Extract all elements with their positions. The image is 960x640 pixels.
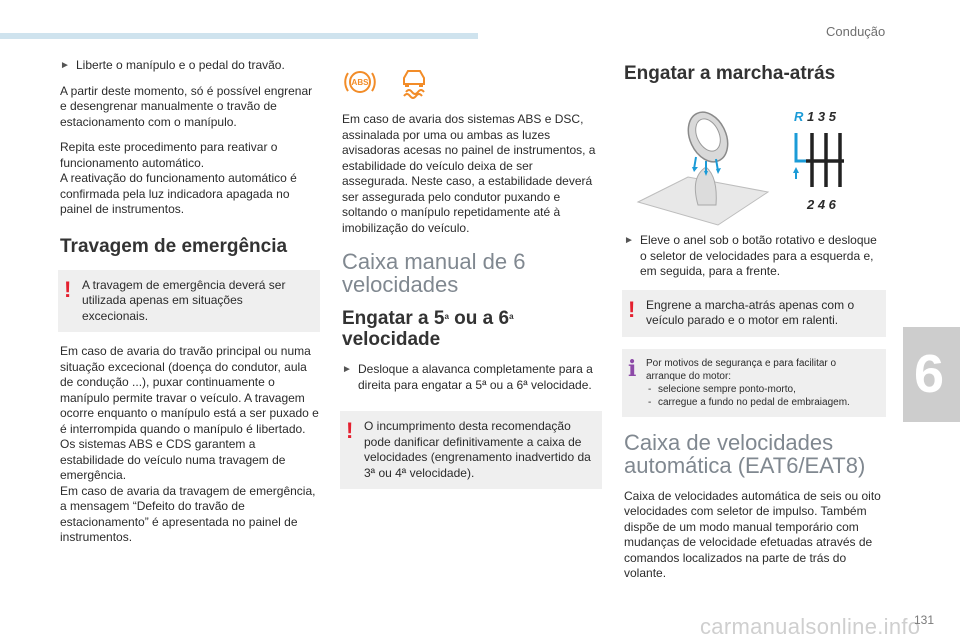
paragraph: Em caso de avaria do travão principal ou numa situação excecional (doença do condutor, aula de condução ...), puxar continuamente o manípulo permite travar o veículo. A travagem ocorre enquanto o manípulo está a ser puxado e é interrompida quando o manípulo é libertado. xyxy=(60,344,319,436)
bullet-text: Eleve o anel sob o botão rotativo e desloque o seletor de velocidades para a esquerda e, em seguida, para a frente. xyxy=(640,233,877,278)
warning-note xyxy=(340,411,602,489)
section-heading: Travagem de emergência xyxy=(60,235,288,257)
warning-text: Engrene a marcha-atrás apenas com o veículo parado e o motor em ralenti. xyxy=(646,297,855,327)
list-item xyxy=(624,233,886,280)
paragraph: Repita este procedimento para reativar o funcionamento automático. xyxy=(60,140,278,170)
page-number: 131 xyxy=(914,613,935,627)
info-icon: i xyxy=(628,355,637,382)
arrow-bullet-icon: ► xyxy=(624,235,634,246)
section-title: Caixa de velocidades automática (EAT6/EAT8) xyxy=(624,429,866,478)
chapter-tab: 6 xyxy=(903,327,960,422)
info-title: Por motivos de segurança e para facilitar o arranque do motor: xyxy=(646,357,837,382)
abs-label: ABS xyxy=(351,78,369,87)
warning-icon: ! xyxy=(628,296,636,322)
column-3 xyxy=(624,55,886,592)
warning-icon: ! xyxy=(64,276,72,302)
warning-text: A travagem de emergência deverá ser utilizada apenas em situações excecionais. xyxy=(82,277,286,323)
paragraph: Em caso de avaria da travagem de emergência, a mensagem “Defeito do travão de estacionamento” é apresentada no painel de instrumentos. xyxy=(60,483,316,544)
column-1 xyxy=(60,58,320,556)
info-note xyxy=(622,349,886,417)
list-item: - carregue a fundo no pedal de embraiagem. xyxy=(648,396,850,408)
paragraph: A partir deste momento, só é possível engrenar e desengrenar manualmente o travão de estacionamento com o manípulo. xyxy=(60,83,313,129)
paragraph: Caixa de velocidades automática de seis ou oito velocidades com seletor de impulso. Também dispõe de um modo manual temporário com mudanças de velocidade efetuadas através de comandos localizados na parte de trás do volante. xyxy=(624,488,881,580)
subsection-heading: Engatar a 5$^a$ ou a 6$^a$ velocidade xyxy=(342,308,514,350)
watermark: carmanualsonline.info xyxy=(700,614,921,639)
header-accent-bar xyxy=(0,33,478,39)
column-2 xyxy=(342,64,602,501)
warning-lights-row xyxy=(342,64,602,100)
warning-icon: ! xyxy=(346,418,354,443)
list-item: - selecione sempre ponto-morto, xyxy=(648,383,796,395)
warning-note xyxy=(58,270,320,333)
abs-warning-icon xyxy=(342,64,378,100)
bullet-text: Liberte o manípulo e o pedal do travão. xyxy=(76,58,285,72)
paragraph: Em caso de avaria dos sistemas ABS e DSC, assinalada por uma ou ambas as luzes avisadoras acesas no painel de instrumentos, a estabilidade do veículo deixa de ser assegurada. Neste caso, a estabilidade deverá ser assegurada pelo condutor puxando e soltando o manípulo repetidamente até à imobilização do veículo. xyxy=(342,112,596,235)
section-heading: Engatar a marcha-atrás xyxy=(624,63,836,84)
page-section-title: Condução xyxy=(826,24,886,39)
paragraph: Os sistemas ABS e CDS garantem a estabilidade do veículo numa travagem de emergência. xyxy=(60,437,286,482)
warning-note xyxy=(622,290,886,337)
paragraph: A reativação do funcionamento automático é confirmada pela luz indicadora apagada no painel de instrumentos. xyxy=(60,171,297,216)
bullet-text: Desloque a alavanca completamente para a direita para engatar a 5ª ou a 6ª velocidade. xyxy=(358,362,593,392)
warning-text: O incumprimento desta recomendação pode danificar definitivamente a caixa de velocidades (engrenamento inadvertido da 3ª ou 4ª velocidade). xyxy=(364,419,591,480)
shift-pattern-diagram xyxy=(792,127,852,197)
list-item xyxy=(60,58,320,74)
gear-knob-icon xyxy=(628,97,778,227)
section-title: Caixa manual de 6 velocidades xyxy=(342,249,526,297)
gear-pattern-bottom: 2 4 6 xyxy=(807,197,836,212)
arrow-bullet-icon: ► xyxy=(342,364,352,375)
gear-lever-illustration xyxy=(624,97,886,217)
list-item xyxy=(342,362,602,393)
gear-pattern-top: R 1 3 5 xyxy=(794,109,836,124)
arrow-bullet-icon: ► xyxy=(60,60,70,71)
stability-warning-icon xyxy=(396,64,432,100)
